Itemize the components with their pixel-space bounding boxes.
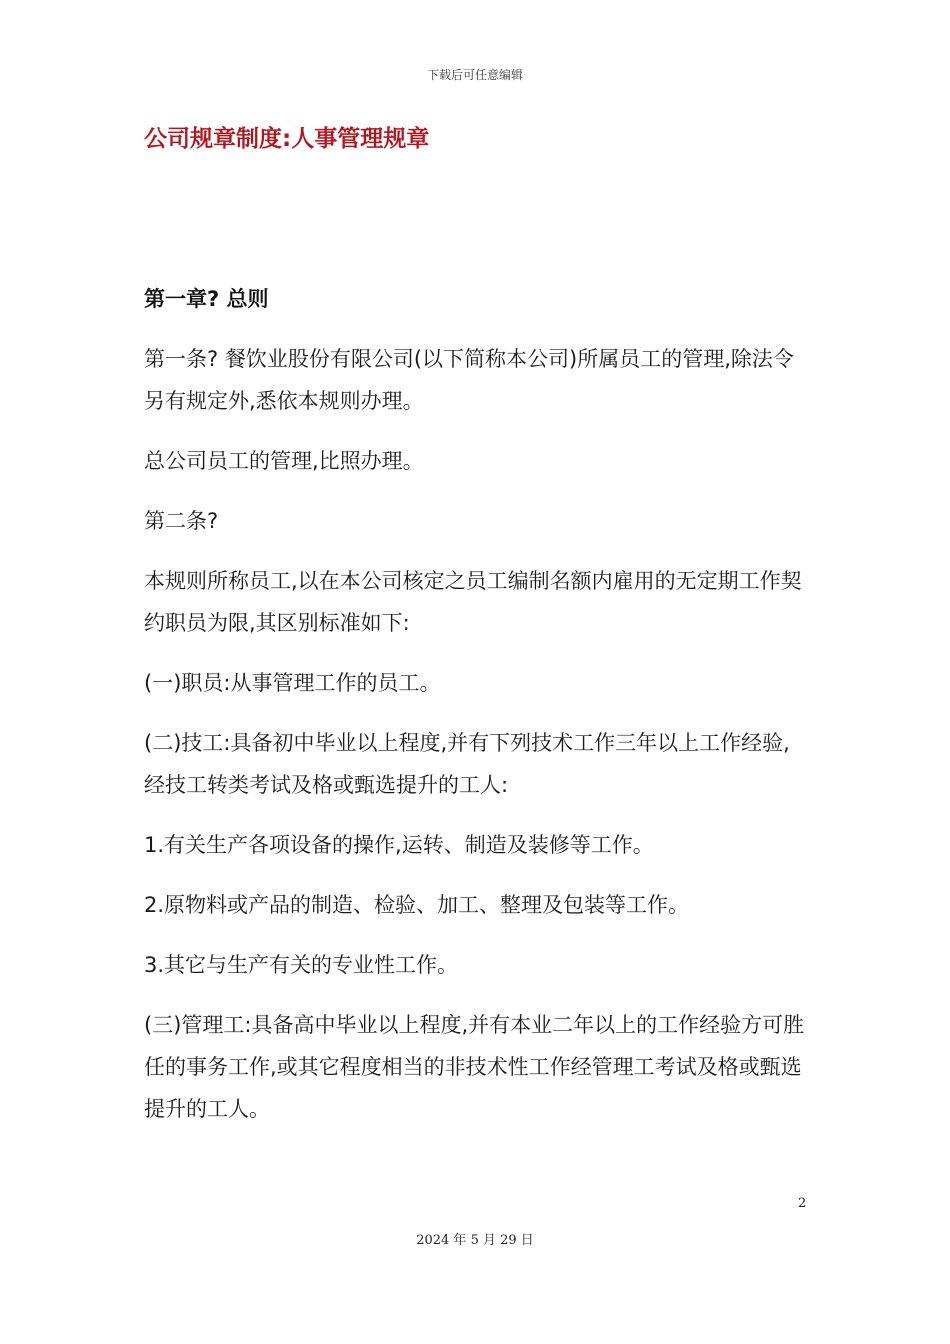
paragraph-item-3: 3.其它与生产有关的专业性工作。 [144, 953, 459, 977]
paragraph-article-2: 第二条? [144, 509, 219, 533]
document-title: 公司规章制度:人事管理规章 [144, 126, 430, 152]
footer-date: 2024 年 5 月 29 日 [416, 1233, 534, 1248]
paragraph-article-1: 第一条? 餐饮业股份有限公司(以下简称本公司)所属员工的管理,除法令另有规定外,悉依本规则办理。 [144, 347, 794, 413]
paragraph-item-2: 2.原物料或产品的制造、检验、加工、整理及包装等工作。 [144, 893, 690, 917]
chapter-heading: 第一章? 总则 [144, 287, 269, 311]
paragraph-head-office: 总公司员工的管理,比照办理。 [144, 449, 424, 473]
paragraph-clause-technician: (二)技工:具备初中毕业以上程度,并有下列技术工作三年以上工作经验,经技工转类考试及格或甄选提升的工人: [144, 731, 790, 797]
header-note: 下载后可任意编辑 [426, 68, 523, 82]
page-number: 2 [798, 1196, 807, 1211]
document-body [144, 338, 806, 1148]
paragraph-clause-admin-worker: (三)管理工:具备高中毕业以上程度,并有本业二年以上的工作经验方可胜任的事务工作,或其它程度相当的非技术性工作经管理工考试及格或甄选提升的工人。 [144, 1013, 805, 1121]
paragraph-clause-staff: (一)职员:从事管理工作的员工。 [144, 671, 441, 695]
paragraph-employee-definition: 本规则所称员工,以在本公司核定之员工编制名额内雇用的无定期工作契约职员为限,其区别标准如下: [144, 569, 802, 635]
paragraph-item-1: 1.有关生产各项设备的操作,运转、制造及装修等工作。 [144, 833, 654, 857]
